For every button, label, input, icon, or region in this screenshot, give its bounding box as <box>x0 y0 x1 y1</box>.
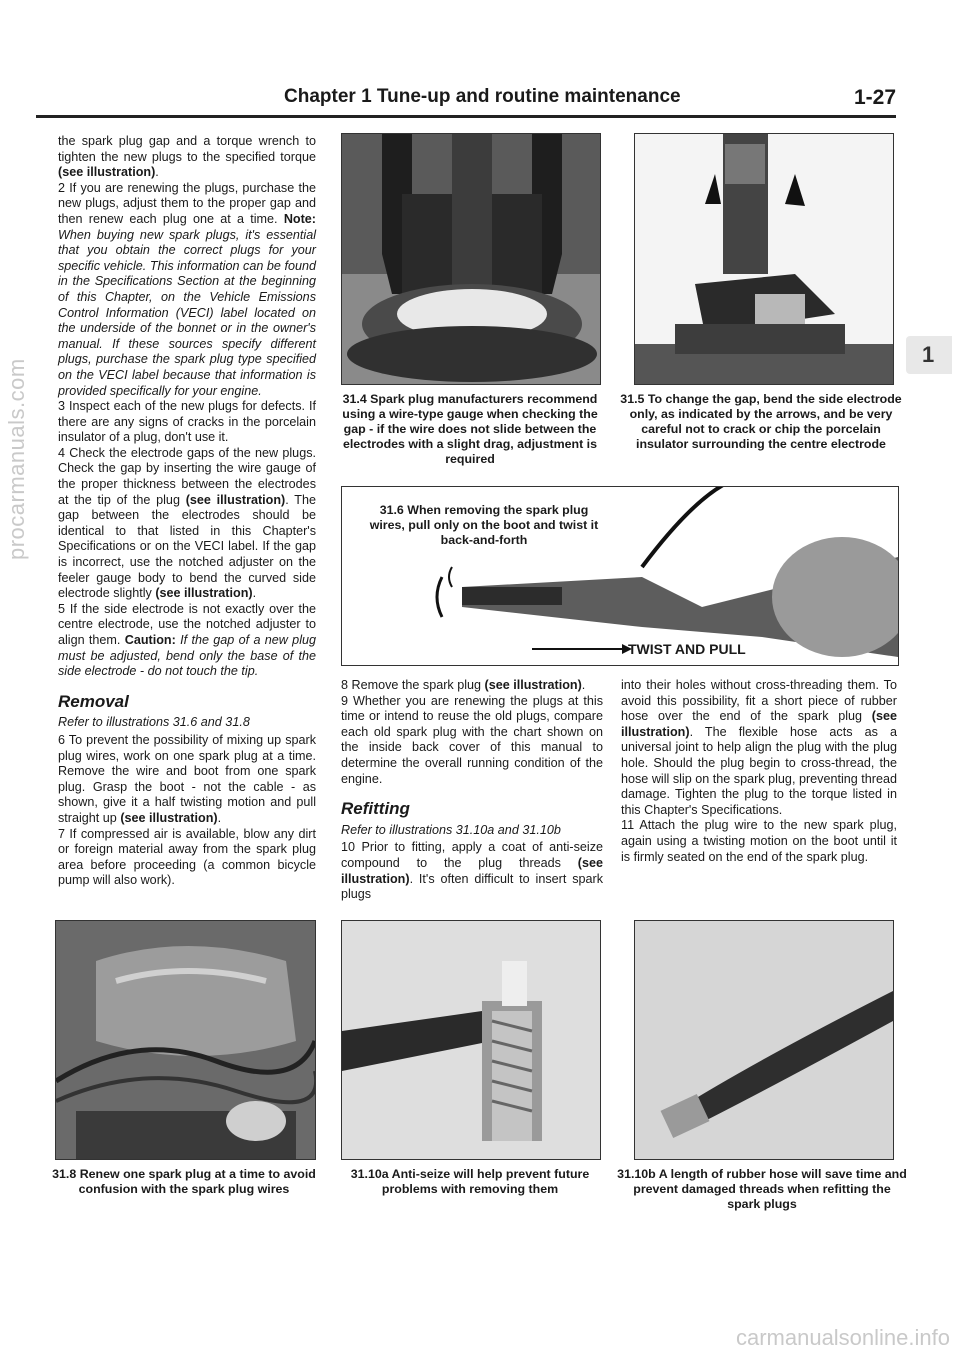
header-rule <box>36 115 896 118</box>
bottom-watermark: carmanualsonline.info <box>735 1325 950 1350</box>
chapter-tab-label: 1 <box>922 342 935 367</box>
chapter-title: Chapter 1 Tune-up and routine maintenance <box>284 86 681 107</box>
paragraph-9: 9 Whether you are renewing the plugs at this time or intend to reuse the old plugs, compare each old spark plug with the chart shown on the inside back cover of this manual to determine the overall running condition of the engine. <box>341 693 603 786</box>
paragraph-8: 8 Remove the spark plug (see illustration). <box>341 678 586 692</box>
paragraph-5: 5 If the side electrode is not exactly over the centre electrode, use the notched adjuster to align them. Caution: If the gap of a new plug must be adjusted, bend only the base of the side electrode - do not touch the tip. <box>58 601 316 679</box>
paragraph-1: the spark plug gap and a torque wrench to tighten the new plugs to the specified torque (see illustration). <box>58 134 316 180</box>
paragraph-4: 4 Check the electrode gaps of the new plugs. Check the gap by inserting the wire gauge of the proper thickness between the electrodes at the tip of the plug (see illustration). The gap between the electrodes should be identical to that listed in this Chapter's Specifications or on the VECI label. If the gap is incorrect, use the notched adjuster on the feeler gauge body to bend the curved side electrode slightly (see illustration). <box>58 445 317 601</box>
figure-31-8-caption: 31.8 Renew one spark plug at a time to avoid confusion with the spark plug wires <box>52 1167 316 1196</box>
figure-31-5-photo <box>634 133 894 385</box>
page-header <box>36 86 896 114</box>
figure-31-4-caption: 31.4 Spark plug manufacturers recommend using a wire-type gauge when checking the gap - if the wire does not slide between the electrodes with a slight drag, adjustment is required <box>342 392 598 466</box>
figure-31-10b-photo <box>634 920 894 1160</box>
figure-31-5-caption: 31.5 To change the gap, bend the side electrode only, as indicated by the arrows, and be very careful not to crack or chip the porcelain insulator surrounding the centre electrode <box>620 392 902 451</box>
figure-31-6-caption: 31.6 When removing the spark plug wires, pull only on the boot and twist it back-and-forth <box>369 503 599 547</box>
figure-31-6-box <box>341 486 899 666</box>
figure-31-8-photo <box>55 920 316 1160</box>
figure-31-10a-caption: 31.10a Anti-seize will help prevent future problems with removing them <box>350 1167 590 1196</box>
paragraph-11: 11 Attach the plug wire to the new spark plug, again using a twisting motion on the boot until it is firmly seated on the end of the spark plug. <box>621 818 897 864</box>
removal-heading: Removal <box>58 691 129 711</box>
page-number: 1-27 <box>853 86 896 109</box>
twist-and-pull-label: TWIST AND PULL <box>628 641 746 657</box>
paragraph-2: 2 If you are renewing the plugs, purchase the new plugs, adjust them to the proper gap and then renew each plug one at a time. Note: When buying new spark plugs, it's essential that you obtain the correct plugs for your specific vehicle. This information can be found in the Specifications Section at the beginning of this Chapter, on the Vehicle Emissions Control Information (VECI) label located on the underside of the bonnet or in the owner's manual. If these sources specify different plugs, purchase the spark plug type specified on the VECI label because that information is provided specifically for your engine. <box>58 180 316 398</box>
removal-reference: Refer to illustrations 31.6 and 31.8 <box>58 715 250 730</box>
left-text-column <box>58 134 316 889</box>
refitting-heading: Refitting <box>341 799 410 819</box>
paragraph-6: 6 To prevent the possibility of mixing up spark plug wires, work on one spark plug at a time. Remove the wire and boot from one spark plug. Grasp the boot - not the cable - as shown, give it a half twisting motion and pull straight up (see illustration). <box>58 732 316 825</box>
chapter-tab <box>906 336 952 374</box>
figure-31-10a-photo <box>341 920 601 1160</box>
paragraph-10: 10 Prior to fitting, apply a coat of anti-seize compound to the plug threads (see illustration). It's often difficult to insert spark plugs <box>341 840 603 902</box>
side-watermark: procarmanuals.com <box>4 358 29 560</box>
middle-text-column <box>341 678 603 903</box>
figure-31-10b-caption: 31.10b A length of rubber hose will save time and prevent damaged threads when refitting the spark plugs <box>617 1167 907 1211</box>
figure-31-4-photo <box>341 133 601 385</box>
refitting-reference: Refer to illustrations 31.10a and 31.10b <box>341 822 561 837</box>
paragraph-7: 7 If compressed air is available, blow any dirt or foreign material away from the spark plug area before proceeding (a common bicycle pump will also work). <box>58 826 316 888</box>
paragraph-10-continued: into their holes without cross-threading them. To avoid this possibility, fit a short piece of rubber hose over the end of the spark plug (see illustration). The flexible hose acts as a universal joint to help align the plug with the plug hole. Should the plug begin to cross-thread, the hose will slip on the spark plug, preventing thread damage. Tighten the plug to the torque listed in this Chapter's Specifications. <box>621 678 897 817</box>
paragraph-3: 3 Inspect each of the new plugs for defects. If there are any signs of cracks in the porcelain insulator of a plug, don't use it. <box>58 399 316 445</box>
right-text-column <box>621 678 897 865</box>
